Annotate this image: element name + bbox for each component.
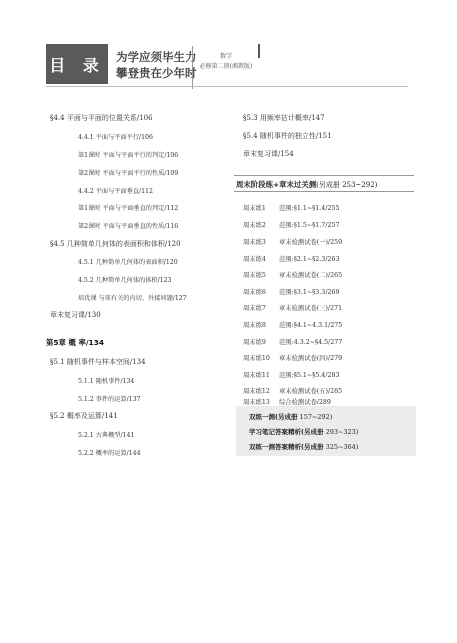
toc-entry[interactable]: 5.2.1 古典概型/141 (78, 432, 135, 439)
answer-label: 学习笔记答案精析(另成册 (249, 428, 324, 436)
weekly-label: 周末练12 (243, 388, 270, 395)
book-subject: 数学 (219, 53, 232, 60)
weekly-text: 范围:§3.1~§3.3/269 (279, 289, 340, 296)
slogan (116, 49, 197, 81)
toc-entry[interactable]: 5.2.2 概率的运算/144 (78, 450, 141, 457)
weekly-label: 周末练10 (243, 355, 270, 362)
toc-entry[interactable]: 4.4.1 平面与平面平行/106 (78, 134, 153, 141)
toc-entry[interactable]: 5.1.2 事件的运算/137 (78, 396, 141, 403)
contents-title-box (46, 44, 108, 84)
weekly-row[interactable] (243, 386, 342, 395)
answer-entry[interactable] (249, 412, 332, 421)
weekly-row[interactable] (243, 353, 342, 362)
answer-label: 双练一测答案精析(另成册 (249, 443, 324, 451)
weekly-label: 周末练9 (243, 339, 266, 346)
weekly-text: 范围:4.3.2~§4.5/277 (279, 339, 343, 346)
weekly-row[interactable] (243, 370, 339, 379)
toc-entry[interactable]: 第1课时 平面与平面平行的判定/106 (78, 152, 179, 159)
weekly-text: 范围:§5.1~§5.4/283 (279, 372, 340, 379)
weekly-label: 周末练13 (243, 399, 270, 406)
toc-entry[interactable]: 培优课 与球有关的内切、外接问题/127 (78, 295, 187, 302)
header-marker (258, 44, 260, 58)
toc-entry[interactable]: §5.4 随机事件的独立性/151 (243, 132, 332, 140)
answer-pages: 293~323) (325, 428, 359, 436)
weekly-row[interactable] (243, 254, 339, 263)
weekly-divider-top (234, 175, 414, 176)
weekly-row[interactable] (243, 237, 342, 246)
answer-entry[interactable] (249, 427, 358, 436)
weekly-text: 范围:§1.5~§1.7/257 (279, 222, 340, 229)
toc-entry[interactable]: §5.2 概率及运算/141 (50, 412, 118, 420)
answer-entry[interactable] (249, 442, 358, 451)
weekly-row[interactable] (243, 397, 331, 406)
weekly-section-title[interactable] (236, 179, 377, 190)
answer-label: 双练一测(另成册 (249, 413, 298, 421)
slogan-line-2: 攀登贵在少年时 (116, 66, 197, 80)
weekly-divider-bottom (234, 191, 414, 192)
weekly-label: 周末练5 (243, 272, 266, 279)
toc-entry[interactable]: §5.1 随机事件与样本空间/134 (50, 358, 146, 366)
toc-entry[interactable]: 5.1.1 随机事件/134 (78, 378, 135, 385)
weekly-label: 周末练6 (243, 289, 266, 296)
toc-entry[interactable]: 章末复习课/130 (50, 311, 101, 319)
weekly-title-note: (另成册 253~292) (316, 181, 378, 189)
weekly-title-main: 周末阶段练+章末过关测 (236, 180, 317, 189)
weekly-row[interactable] (243, 320, 342, 329)
weekly-label: 周末练8 (243, 322, 266, 329)
weekly-label: 周末练3 (243, 239, 266, 246)
toc-entry[interactable]: 第1课时 平面与平面垂直的判定/112 (78, 205, 179, 212)
weekly-text: 章末检测试卷(一)/259 (279, 239, 343, 246)
slogan-line-1: 为学应须毕生力 (116, 50, 197, 64)
weekly-text: 章末检测试卷(三)/271 (279, 305, 343, 312)
weekly-text: 章末检测试卷(四)/279 (279, 355, 343, 362)
weekly-row[interactable] (243, 303, 342, 312)
book-info (192, 46, 259, 89)
toc-entry[interactable]: §5.3 用频率估计概率/147 (243, 114, 325, 122)
weekly-label: 周末练1 (243, 205, 266, 212)
toc-entry[interactable]: §4.4 平面与平面的位置关系/106 (50, 114, 153, 122)
weekly-text: 章末检测试卷(五)/285 (279, 388, 343, 395)
header-divider (46, 86, 408, 87)
chapter-heading[interactable]: 第5章 概 率/134 (46, 338, 104, 347)
weekly-text: 综合检测试卷/289 (279, 399, 331, 406)
weekly-row[interactable] (243, 287, 339, 296)
toc-entry[interactable]: 4.5.2 几种简单几何体的体积/123 (78, 277, 172, 284)
toc-entry[interactable]: 4.5.1 几种简单几何体的表面积/120 (78, 259, 178, 266)
weekly-text: 范围:§4.1~4.3.1/275 (279, 322, 343, 329)
toc-entry[interactable]: 4.4.2 平面与平面垂直/112 (78, 188, 153, 195)
toc-entry[interactable]: §4.5 几种简单几何体的表面积和体积/120 (50, 240, 181, 248)
book-volume: 必修第二册(湘教版) (199, 63, 253, 70)
weekly-row[interactable] (243, 270, 342, 279)
weekly-text: 范围:§2.1~§2.3/263 (279, 256, 340, 263)
contents-title: 目 录 (49, 55, 105, 75)
weekly-text: 章末检测试卷(二)/265 (279, 272, 343, 279)
weekly-text: 范围:§1.1~§1.4/255 (279, 205, 340, 212)
answer-pages: 325~364) (325, 443, 359, 451)
weekly-row[interactable] (243, 220, 339, 229)
toc-entry[interactable]: 第2课时 平面与平面平行的性质/109 (78, 170, 179, 177)
weekly-label: 周末练2 (243, 222, 266, 229)
weekly-label: 周末练7 (243, 305, 266, 312)
toc-entry[interactable]: 章末复习课/154 (243, 150, 294, 158)
weekly-label: 周末练4 (243, 256, 266, 263)
weekly-label: 周末练11 (243, 372, 270, 379)
weekly-row[interactable] (243, 203, 339, 212)
toc-entry[interactable]: 第2课时 平面与平面垂直的性质/116 (78, 223, 179, 230)
answer-pages: 157~292) (299, 413, 333, 421)
weekly-row[interactable] (243, 337, 342, 346)
